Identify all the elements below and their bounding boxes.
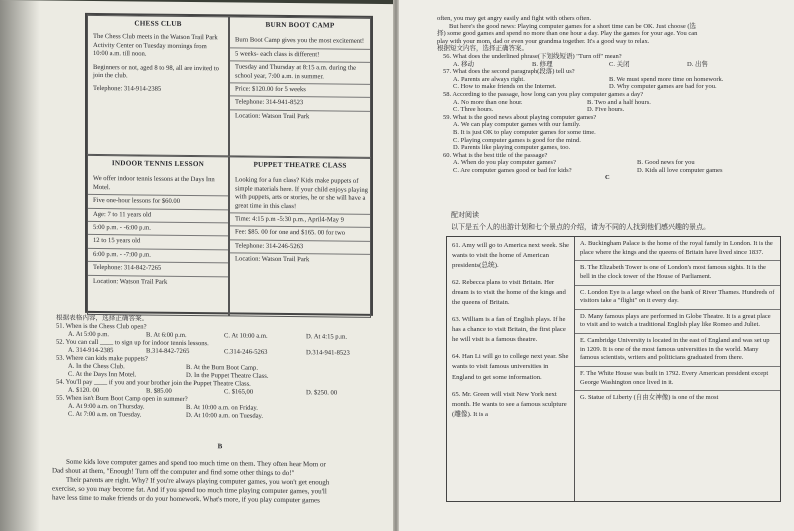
club-text: Telephone: 314-914-2385 bbox=[93, 85, 162, 94]
club-cell-chess bbox=[87, 15, 229, 156]
option[interactable]: B. At 10:00 a.m. on Friday. bbox=[186, 403, 258, 412]
passage-line: Their parents are right. Why? If you're always playing computer games, you won't get enough bbox=[66, 475, 330, 487]
option[interactable]: A. $120. 00 bbox=[68, 386, 100, 395]
question-54: 54. You'll pay ____ if you and your brother join the Puppet Theatre Class. bbox=[56, 378, 251, 388]
people-column bbox=[447, 237, 575, 501]
club-cell-tennis bbox=[87, 155, 229, 316]
club-cell-puppet bbox=[229, 156, 371, 317]
instruction: 根据短文内容，选择正确答案。 bbox=[437, 45, 528, 53]
person-item: 65. Mr. Green will visit New York next month. He wants to see a famous sculpture (雕像). It is a bbox=[452, 390, 567, 418]
place-item: E. Cambridge University is located in the east of England and was set up in 1209. It is one of the most famous universities in the world. Many famous scientists, writers and politicians graduated from there. bbox=[575, 334, 780, 367]
question-56: 56. What does the underlined phrase(下划线短语) "Turn off" mean? bbox=[443, 52, 622, 60]
club-text: Price: $120.00 for 5 weeks bbox=[230, 82, 370, 97]
option[interactable]: B. Two and a half hours. bbox=[587, 98, 651, 106]
matching-table bbox=[446, 236, 781, 502]
option[interactable]: D. Kids all love computer games bbox=[637, 166, 723, 174]
question-60: 60. What is the best title of the passage? bbox=[443, 151, 548, 159]
option[interactable]: A. At 5:00 p.m. bbox=[68, 330, 110, 339]
question-51: 51. When is the Chess Club open? bbox=[56, 322, 147, 331]
club-cell-burn-boot-camp bbox=[229, 16, 371, 157]
club-text: Location: Watson Trail Park bbox=[88, 275, 228, 290]
section-b bbox=[52, 441, 388, 507]
option[interactable]: A. We can play computer games with our family. bbox=[453, 121, 581, 129]
option[interactable]: A. No more than one hour. bbox=[453, 98, 523, 106]
option[interactable]: D.314-941-8523 bbox=[306, 349, 350, 357]
right-page bbox=[397, 0, 794, 531]
passage-line: play with your mom, dad or even your grandma together. It's a good way to relax. bbox=[437, 37, 650, 45]
book-fold bbox=[393, 0, 399, 531]
page-shadow bbox=[0, 0, 40, 531]
club-text: 12 to 15 years old bbox=[88, 234, 228, 249]
question-53: 53. Where can kids make puppets? bbox=[56, 354, 148, 363]
option[interactable]: D. Parents like playing computer games, too. bbox=[453, 144, 571, 152]
club-text: 6:00 p.m. - -7:00 p.m. bbox=[88, 248, 228, 263]
passage-line: have less time to make friends or do your homework. What's more, if you play computer games bbox=[52, 494, 320, 505]
option[interactable]: A. At 9:00 a.m. on Thursday. bbox=[68, 402, 145, 411]
option[interactable]: B. We must spend more time on homework. bbox=[609, 75, 724, 83]
option[interactable]: B. $85.00 bbox=[146, 387, 172, 395]
option[interactable]: C. How to make friends on the Internet. bbox=[453, 83, 557, 91]
club-text: Telephone: 314-842-7265 bbox=[88, 261, 228, 276]
places-column bbox=[575, 237, 780, 501]
option[interactable]: C. At 7:00 a.m. on Tuesday. bbox=[68, 410, 142, 419]
clubs-table bbox=[85, 13, 373, 316]
passage-line: Dad shout at them, "Enough! Turn off the computer and find some other things to do!" bbox=[52, 466, 295, 478]
person-item: 61. Amy will go to America next week. She wants to visit the home of American presidents(总统). bbox=[452, 242, 570, 270]
place-item: C. London Eye is a large wheel on the bank of River Thames. Hundreds of visitors take a "flight" on it every day. bbox=[575, 286, 780, 310]
club-text: Burn Boot Camp gives you the most excitement! bbox=[235, 36, 365, 46]
person-item: 64. Han Li will go to college next year. She wants to visit famous universities in England to get some information. bbox=[452, 353, 569, 381]
club-text: Looking for a fun class? Kids make puppets of simple materials here. If your child enjoys playing with puppets, arts or stories, he or she will have a great time in this class! bbox=[235, 176, 368, 210]
option[interactable]: C. $165,00 bbox=[224, 388, 254, 396]
option[interactable]: C. At 10:00 a.m. bbox=[224, 332, 268, 340]
club-text: Location: Watson Trail Park bbox=[230, 253, 370, 268]
option[interactable]: D. In the Puppet Theatre Class. bbox=[186, 371, 269, 380]
club-text: We offer indoor tennis lessons at the Days Inn Motel. bbox=[93, 175, 215, 191]
club-text: Time: 4:15 p.m -5:30 p.m., April4-May 9 bbox=[230, 212, 370, 227]
person-item: 62. Rebecca plans to visit Britain. Her dream is to visit the home of the kings and the queens of Britain. bbox=[452, 279, 566, 307]
place-item: B. The Elizabeth Tower is one of London's most famous sights. It is the bell in the clock tower of the House of Parliament. bbox=[575, 261, 780, 285]
option[interactable]: D. 出售 bbox=[687, 60, 708, 68]
left-page bbox=[0, 0, 395, 531]
option[interactable]: C.314-246-5263 bbox=[224, 348, 268, 356]
club-text: Location: Watson Trail Park bbox=[230, 109, 370, 124]
passage-line: often, you may get angry easily and fight with others often. bbox=[437, 15, 592, 22]
passage-line: exercise, so you may become fat. And if you spend too much time playing computer games, you'll bbox=[52, 484, 327, 496]
option[interactable]: D. At 4:15 p.m. bbox=[306, 333, 348, 341]
club-title: BURN BOOT CAMP bbox=[265, 20, 335, 30]
option[interactable]: A. In the Chess Club. bbox=[68, 362, 125, 371]
option[interactable]: B. Good news for you bbox=[637, 159, 695, 167]
option[interactable]: C. At the Days Inn Motel. bbox=[68, 370, 137, 379]
club-text: Telephone: 314-246-5263 bbox=[230, 239, 370, 254]
match-instruction: 以下是五个人的出游计划和七个景点的介绍，请为不同的人找到他们感兴趣的景点。 bbox=[451, 223, 710, 231]
question-57: 57. What does the second paragraph(段落) tell us? bbox=[443, 68, 575, 76]
place-item: G. Statue of Liberty (自由女神像) is one of the most bbox=[580, 394, 719, 402]
place-item: D. Many famous plays are performed in Globe Theatre. It is a great place to visit and to watch a traditional English play like Romeo and Juliet. bbox=[575, 310, 780, 334]
passage-line: 择) some good games and spend no more than one hour a day. Play the games for your age. You can bbox=[437, 30, 698, 38]
club-title: INDOOR TENNIS LESSON bbox=[111, 159, 205, 169]
option[interactable]: B. 修理 bbox=[532, 60, 553, 68]
question-52: 52. You can call ____ to sign up for indoor tennis lessons. bbox=[56, 338, 209, 348]
club-text: 5:00 p.m. - -6:00 p.m. bbox=[88, 221, 228, 236]
option[interactable]: D. Five hours. bbox=[587, 106, 625, 114]
club-text: 5 weeks- each class is different! bbox=[230, 47, 370, 62]
option[interactable]: C. 关闭 bbox=[609, 60, 630, 68]
option[interactable]: D. $250. 00 bbox=[306, 389, 338, 397]
option[interactable]: C. Are computer games good or bad for kids? bbox=[453, 166, 572, 174]
club-text: Beginners or not, aged 8 to 98, all are invited to join the club. bbox=[93, 63, 219, 80]
option[interactable]: B. At 6:00 p.m. bbox=[146, 331, 187, 339]
club-title: PUPPET THEATRE CLASS bbox=[253, 160, 347, 170]
question-58: 58. According to the passage, how long can you play computer games a day? bbox=[443, 90, 644, 98]
section-b-title: B bbox=[217, 442, 223, 451]
club-title: CHESS CLUB bbox=[134, 19, 182, 28]
instruction: 根据表格内容，选择正确答案。 bbox=[56, 314, 149, 323]
question-59: 59. What is the good news about playing computer games? bbox=[443, 113, 597, 121]
passage-line: But here's the good news: Playing computer games for a short time can be OK. Just choose (选 bbox=[449, 22, 697, 30]
place-item: A. Buckingham Palace is the home of the royal family in London. It is the place where the kings and the queens of Britain have lived since 1837. bbox=[575, 237, 780, 261]
club-text: The Chess Club meets in the Watson Trail Park Activity Center on Tuesday mornings from 10:00 a.m. till noon. bbox=[93, 33, 218, 58]
person-item: 63. William is a fan of English plays. If he has a chance to visit Britain, the first place he will visit is a famous theatre. bbox=[452, 316, 566, 344]
option[interactable]: B. At the Burn Boot Camp. bbox=[186, 363, 258, 372]
option[interactable]: D. Why computer games are bad for you. bbox=[609, 83, 717, 91]
option[interactable]: A. 314-914-2385 bbox=[68, 346, 114, 355]
question-55: 55. When isn't Burn Boot Camp open in summer? bbox=[56, 394, 188, 403]
match-title: 配对阅读 bbox=[451, 211, 479, 219]
left-questions bbox=[56, 315, 386, 422]
option[interactable]: A. 移动 bbox=[453, 60, 474, 68]
option[interactable]: C. Three hours. bbox=[453, 106, 494, 114]
option[interactable]: B. It is just OK to play computer games for some time. bbox=[453, 128, 596, 136]
place-item: F. The White House was built in 1792. Every American president except George Washington once lived in it. bbox=[575, 367, 780, 391]
club-text: Telephone: 314-941-8523 bbox=[230, 96, 370, 111]
club-text: Age: 7 to 11 years old bbox=[88, 207, 228, 222]
option[interactable]: B.314-842-7265 bbox=[146, 347, 190, 355]
right-questions bbox=[437, 15, 782, 182]
club-text: Fee: $85. 00 for one and $165. 00 for two bbox=[230, 226, 370, 241]
passage-line: Some kids love computer games and spend too much time on them. They often hear Mom or bbox=[66, 457, 326, 469]
option[interactable]: A. When do you play computer games? bbox=[453, 159, 556, 167]
club-text: Five one-hour lessons for $60.00 bbox=[88, 194, 228, 209]
club-text: Tuesday and Thursday at 8:15 a.m. during the school year, 7:00 a.m. in summer. bbox=[230, 61, 370, 84]
section-c-title: C bbox=[605, 174, 610, 182]
option[interactable]: C. Playing computer games is good for the mind. bbox=[453, 136, 581, 144]
option[interactable]: A. Parents are always right. bbox=[453, 75, 525, 83]
option[interactable]: D. At 10:00 a.m. on Tuesday. bbox=[186, 411, 264, 420]
